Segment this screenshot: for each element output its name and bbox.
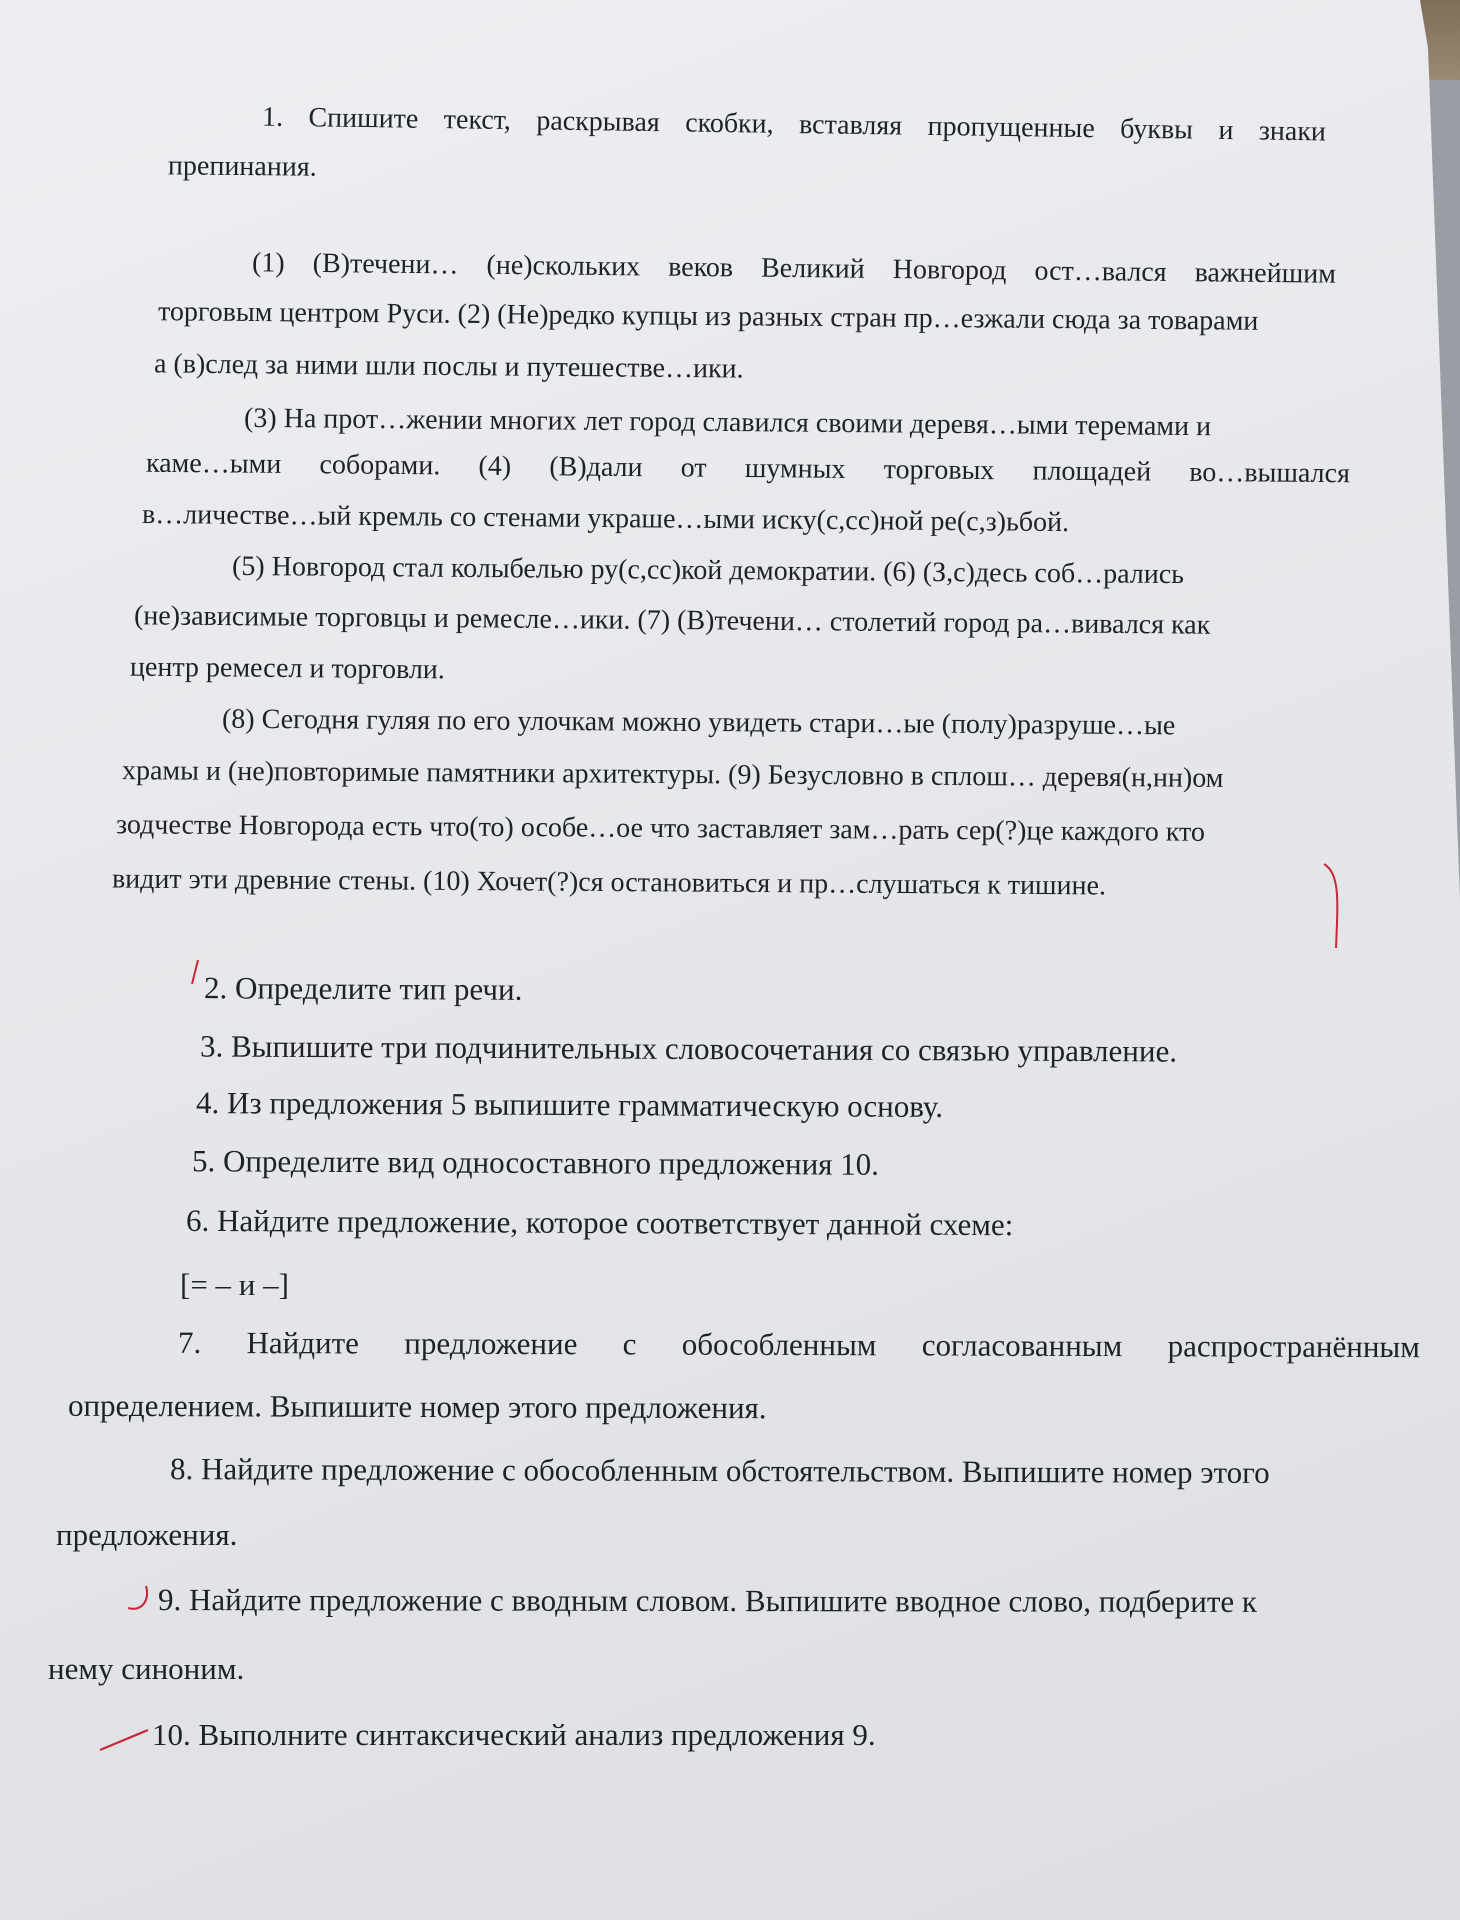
task-8-line2: предложения. [56,1517,238,1552]
task-6-scheme: [= – и –] [180,1267,289,1302]
word: Спишите [308,102,419,135]
word: торговых [883,454,995,487]
word: 7. [177,1324,202,1360]
text-p3-line2: (не)зависимые торговцы и ремесле…ики. (7) (В)течени… столетий город ра…вивался как [133,600,1211,641]
task-2: 2. Определите тип речи. [203,970,523,1007]
word: распространённым [1167,1328,1420,1365]
word: буквы [1119,113,1194,146]
word: раскрывая [536,105,660,139]
word: во…вышался [1189,456,1351,490]
red-pen-bracket-mark [1318,860,1358,960]
word: пропущенные [927,110,1095,145]
word: Великий [760,252,865,285]
text-p3-line1: (5) Новгород стал колыбелью ру(с,сс)кой демократии. (6) (З,с)десь соб…рались [231,550,1185,591]
task-6: 6. Найдите предложение, которое соответствует данной схеме: [185,1202,1014,1243]
word: шумных [744,452,846,485]
red-pen-tick-task9 [122,1582,162,1622]
word: скобки, [684,107,774,140]
word: от [680,452,707,484]
word: веков [668,251,734,284]
word: с [622,1326,637,1362]
task-7-line2: определением. Выпишите номер этого предложения. [67,1387,767,1426]
text-p4-line4: видит эти древние стены. (10) Хочет(?)ся остановиться и пр…слушаться к тишине. [111,863,1107,902]
text-p4-line3: зодчестве Новгорода есть что(то) особе…ое что заставляет зам…рать сер(?)це каждого кто [115,809,1206,848]
word: Новгород [892,254,1007,287]
word: (4) [478,450,512,482]
word: 1. [261,101,284,133]
text-p1-line3: а (в)след за ними шли послы и путешестве…ики. [153,348,744,385]
red-pen-tick-task2 [186,956,206,996]
word: знаки [1258,115,1327,148]
task-9-line2: нему синоним. [48,1651,245,1686]
word: предложение [404,1325,578,1362]
word: соборами. [319,449,441,482]
word: обособленным [681,1326,877,1363]
task-10: 10. Выполните синтаксический анализ предложения 9. [152,1717,876,1752]
task-9-line1: 9. Найдите предложение с вводным словом. Выпишите вводное слово, подберите к [157,1582,1258,1619]
word: (В)течени… [312,247,459,281]
text-p3-line3: центр ремесел и торговли. [129,651,446,686]
word: важнейшим [1194,257,1337,290]
text-p2-line1: (3) На прот…жении многих лет город славился своими деревя…ыми теремами и [243,402,1212,443]
word: вставляя [798,109,903,142]
task-7-line1 [178,1326,1420,1364]
text-p4-line1: (8) Сегодня гуляя по его улочкам можно увидеть стари…ые (полу)разруше…ые [221,703,1176,742]
word: (не)скольких [486,249,641,283]
task-8-line1: 8. Найдите предложение с обособленным обстоятельством. Выпишите номер этого [169,1451,1270,1490]
word: площадей [1032,455,1152,488]
text-p1-line2: торговым центром Руси. (2) (Не)редко купцы из разных стран пр…езжали сюда за товарами [157,296,1259,337]
word: каме…ыми [145,447,282,480]
word: ост…вался [1034,255,1167,288]
task-4: 4. Из предложения 5 выпишите грамматическую основу. [195,1085,944,1124]
task-3: 3. Выпишите три подчинительных словосочетания со связью управление. [199,1028,1178,1069]
task-5: 5. Определите вид односоставного предложения 10. [191,1143,880,1182]
word: согласованным [921,1327,1123,1364]
word: текст, [443,104,512,137]
task1-heading-line2: препинания. [167,150,317,183]
word: Найдите [246,1325,360,1361]
word: (1) [251,247,285,279]
text-p2-line3: в…личестве…ый кремль со стенами украше…ыми иску(с,сс)ной ре(с,з)ьбой. [141,498,1070,539]
text-p4-line2: храмы и (не)повторимые памятники архитектуры. (9) Безусловно в сплош… деревя(н,нн)ом [121,755,1224,794]
red-pen-dash-task10 [96,1718,156,1758]
word: (В)дали [549,451,643,484]
word: и [1218,114,1234,147]
